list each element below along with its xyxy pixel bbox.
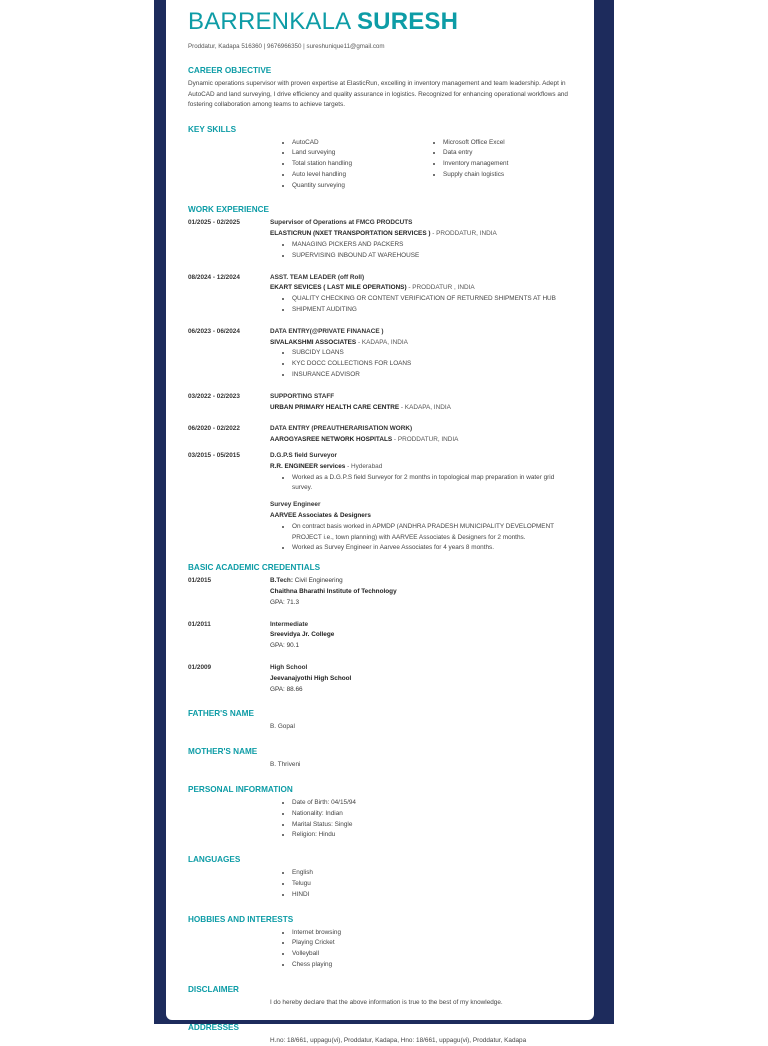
personal-information-title: PERSONAL INFORMATION bbox=[188, 784, 293, 794]
job-date: 03/2015 - 05/2015 bbox=[188, 452, 240, 460]
education-degree: Intermediate bbox=[270, 620, 309, 628]
skill-item: • Data entry bbox=[443, 148, 572, 159]
job-role: Supervisor of Operations at FMCG PRODCUTS bbox=[270, 219, 413, 227]
skill-item: • Inventory management bbox=[443, 159, 572, 170]
education-gpa: GPA: 88.66 bbox=[270, 685, 303, 693]
resume-page bbox=[166, 0, 594, 1044]
job-bullet: • QUALITY CHECKING OR CONTENT VERIFICATION OF RETURNED SHIPMENTS AT HUB bbox=[292, 294, 572, 305]
hobby-item: • Playing Cricket bbox=[292, 938, 572, 949]
job-company: EKART SEVICES ( LAST MILE OPERATIONS) bbox=[270, 284, 407, 292]
education-school: Sreevidya Jr. College bbox=[270, 631, 335, 639]
job-entry bbox=[188, 451, 572, 554]
education-entry bbox=[188, 663, 572, 695]
skills-column-1 bbox=[270, 138, 421, 192]
languages-list bbox=[188, 868, 572, 900]
education-entry bbox=[188, 620, 572, 652]
job-company: URBAN PRIMARY HEALTH CARE CENTRE bbox=[270, 403, 400, 411]
job-bullet: • Worked as a D.G.P.S field Surveyor for 2 months in topological map preparation in water grid survey. bbox=[292, 473, 572, 495]
hobby-item: • Chess playing bbox=[292, 960, 572, 971]
work-experience-title: WORK EXPERIENCE bbox=[188, 205, 269, 215]
personal-item: • Date of Birth: 04/15/94 bbox=[292, 798, 572, 809]
personal-item: • Religion: Hindu bbox=[292, 830, 572, 841]
education-entry bbox=[188, 576, 572, 608]
hobbies-title: HOBBIES AND INTERESTS bbox=[188, 914, 294, 924]
skill-item: • Total station handling bbox=[292, 159, 421, 170]
job-role: Survey Engineer bbox=[270, 501, 321, 509]
job-company: SIVALAKSHMI ASSOCIATES bbox=[270, 338, 357, 346]
skill-item: • AutoCAD bbox=[292, 138, 421, 149]
job-bullet: • SUPERVISING INBOUND AT WAREHOUSE bbox=[292, 251, 572, 262]
job-role: ASST. TEAM LEADER (off Roll) bbox=[270, 273, 365, 281]
job-company: AAROGYASREE NETWORK HOSPITALS bbox=[270, 436, 393, 444]
job-role: DATA ENTRY (PREAUTHERARISATION WORK) bbox=[270, 425, 413, 433]
education-gpa: GPA: 71.3 bbox=[270, 598, 300, 606]
mothers-name-value: B. Thriveni bbox=[270, 761, 301, 769]
contact-line: Proddatur, Kadapa 516360 | 9676966350 | sureshunique11@gmail.com bbox=[188, 43, 385, 50]
candidate-name bbox=[188, 8, 572, 36]
key-skills-title: KEY SKILLS bbox=[188, 124, 237, 134]
skills-column-2 bbox=[421, 138, 572, 192]
language-item: • Telugu bbox=[292, 879, 572, 890]
job-location: - PRODDATUR, INDIA bbox=[430, 230, 497, 238]
education-school: Jeevanajyothi High School bbox=[270, 674, 352, 682]
hobby-item: • Volleyball bbox=[292, 949, 572, 960]
education-date: 01/2009 bbox=[188, 663, 212, 671]
job-entry bbox=[188, 392, 572, 414]
job-location: - KADAPA, INDIA bbox=[399, 403, 451, 411]
career-objective-text: Dynamic operations supervisor with proven expertise at ElasticRun, excelling in inventory management and team leadership. Adept in AutoCAD and land surveying, I drive efficiency and quality assurance in logistics. Recognized for enhancing operational workflows and fostering collaboration among teams to achieve targets. bbox=[188, 80, 568, 108]
language-item: • HINDI bbox=[292, 890, 572, 901]
job-role: D.G.P.S field Surveyor bbox=[270, 452, 338, 460]
first-name: BARRENKALA bbox=[188, 8, 351, 35]
job-bullet: • INSURANCE ADVISOR bbox=[292, 370, 572, 381]
job-company: ELASTICRUN (NXET TRANSPORTATION SERVICES ) bbox=[270, 230, 431, 238]
education-gpa: GPA: 90.1 bbox=[270, 642, 300, 650]
job-date: 06/2023 - 06/2024 bbox=[188, 327, 240, 335]
job-location: - PRODDATUR , INDIA bbox=[406, 284, 475, 292]
job-bullet: • On contract basis worked in APMDP (ANDHRA PRADESH MUNICIPALITY DEVELOPMENT PROJECT i.e., town planning) with AARVEE Associates & Designers for 2 months. bbox=[292, 522, 572, 544]
skill-item: • Land surveying bbox=[292, 148, 421, 159]
skill-item: • Auto level handling bbox=[292, 170, 421, 181]
skill-item: • Supply chain logistics bbox=[443, 170, 572, 181]
fathers-name-title: FATHER'S NAME bbox=[188, 709, 254, 719]
mothers-name-title: MOTHER'S NAME bbox=[188, 747, 258, 757]
education-degree: B.Tech: bbox=[270, 577, 293, 585]
education-title: BASIC ACADEMIC CREDENTIALS bbox=[188, 563, 321, 573]
last-name: SURESH bbox=[356, 8, 459, 35]
language-item: • English bbox=[292, 868, 572, 879]
addresses-title: ADDRESSES bbox=[188, 1022, 239, 1032]
disclaimer-text: I do hereby declare that the above information is true to the best of my knowledge. bbox=[270, 998, 503, 1006]
languages-title: LANGUAGES bbox=[188, 855, 241, 865]
key-skills-list bbox=[188, 138, 572, 192]
job-bullet: • MANAGING PICKERS AND PACKERS bbox=[292, 240, 572, 251]
education-date: 01/2011 bbox=[188, 620, 211, 628]
job-company: R.R. ENGINEER services bbox=[270, 462, 346, 470]
job-date: 06/2020 - 02/2022 bbox=[188, 425, 240, 433]
career-objective-title: CAREER OBJECTIVE bbox=[188, 66, 272, 75]
hobbies-list bbox=[188, 928, 572, 971]
skill-item: • Microsoft Office Excel bbox=[443, 138, 572, 149]
job-bullet: • KYC DOCC COLLECTIONS FOR LOANS bbox=[292, 359, 572, 370]
job-entry bbox=[188, 273, 572, 316]
job-entry bbox=[188, 424, 572, 446]
addresses-text: H.no: 18/661, uppagu(vi), Proddatur, Kadapa, Hno: 18/661, uppagu(vi), Proddatur, Kadapa bbox=[270, 1036, 527, 1044]
education-degree: High School bbox=[270, 663, 308, 671]
job-location: - PRODDATUR, INDIA bbox=[392, 436, 459, 444]
job-date: 03/2022 - 02/2023 bbox=[188, 392, 240, 400]
personal-item: • Marital Status: Single bbox=[292, 820, 572, 831]
fathers-name-value: B. Gopal bbox=[270, 723, 295, 731]
job-company: AARVEE Associates & Designers bbox=[270, 512, 371, 520]
disclaimer-title: DISCLAIMER bbox=[188, 984, 239, 994]
job-location: - Hyderabad bbox=[345, 462, 383, 470]
job-bullet: • SHIPMENT AUDITING bbox=[292, 305, 572, 316]
skill-item: • Quantity surveying bbox=[292, 181, 421, 192]
job-role: DATA ENTRY(@PRIVATE FINANACE ) bbox=[270, 327, 384, 335]
job-role: SUPPORTING STAFF bbox=[270, 392, 335, 400]
education-school: Chaithna Bharathi Institute of Technology bbox=[270, 588, 397, 595]
job-date: 01/2025 - 02/2025 bbox=[188, 219, 240, 227]
job-entry bbox=[188, 327, 572, 381]
job-location: - KADAPA, INDIA bbox=[356, 338, 408, 346]
education-date: 01/2015 bbox=[188, 577, 212, 585]
education-field: Civil Engineering bbox=[292, 577, 343, 585]
job-bullet: • Worked as Survey Engineer in Aarvee Associates for 4 years 8 months. bbox=[292, 543, 572, 554]
personal-information-list bbox=[188, 798, 572, 841]
personal-item: • Nationality: Indian bbox=[292, 809, 572, 820]
job-entry bbox=[188, 218, 572, 261]
hobby-item: • Internet browsing bbox=[292, 928, 572, 939]
job-bullet: • SUBCIDY LOANS bbox=[292, 348, 572, 359]
job-date: 08/2024 - 12/2024 bbox=[188, 273, 240, 281]
